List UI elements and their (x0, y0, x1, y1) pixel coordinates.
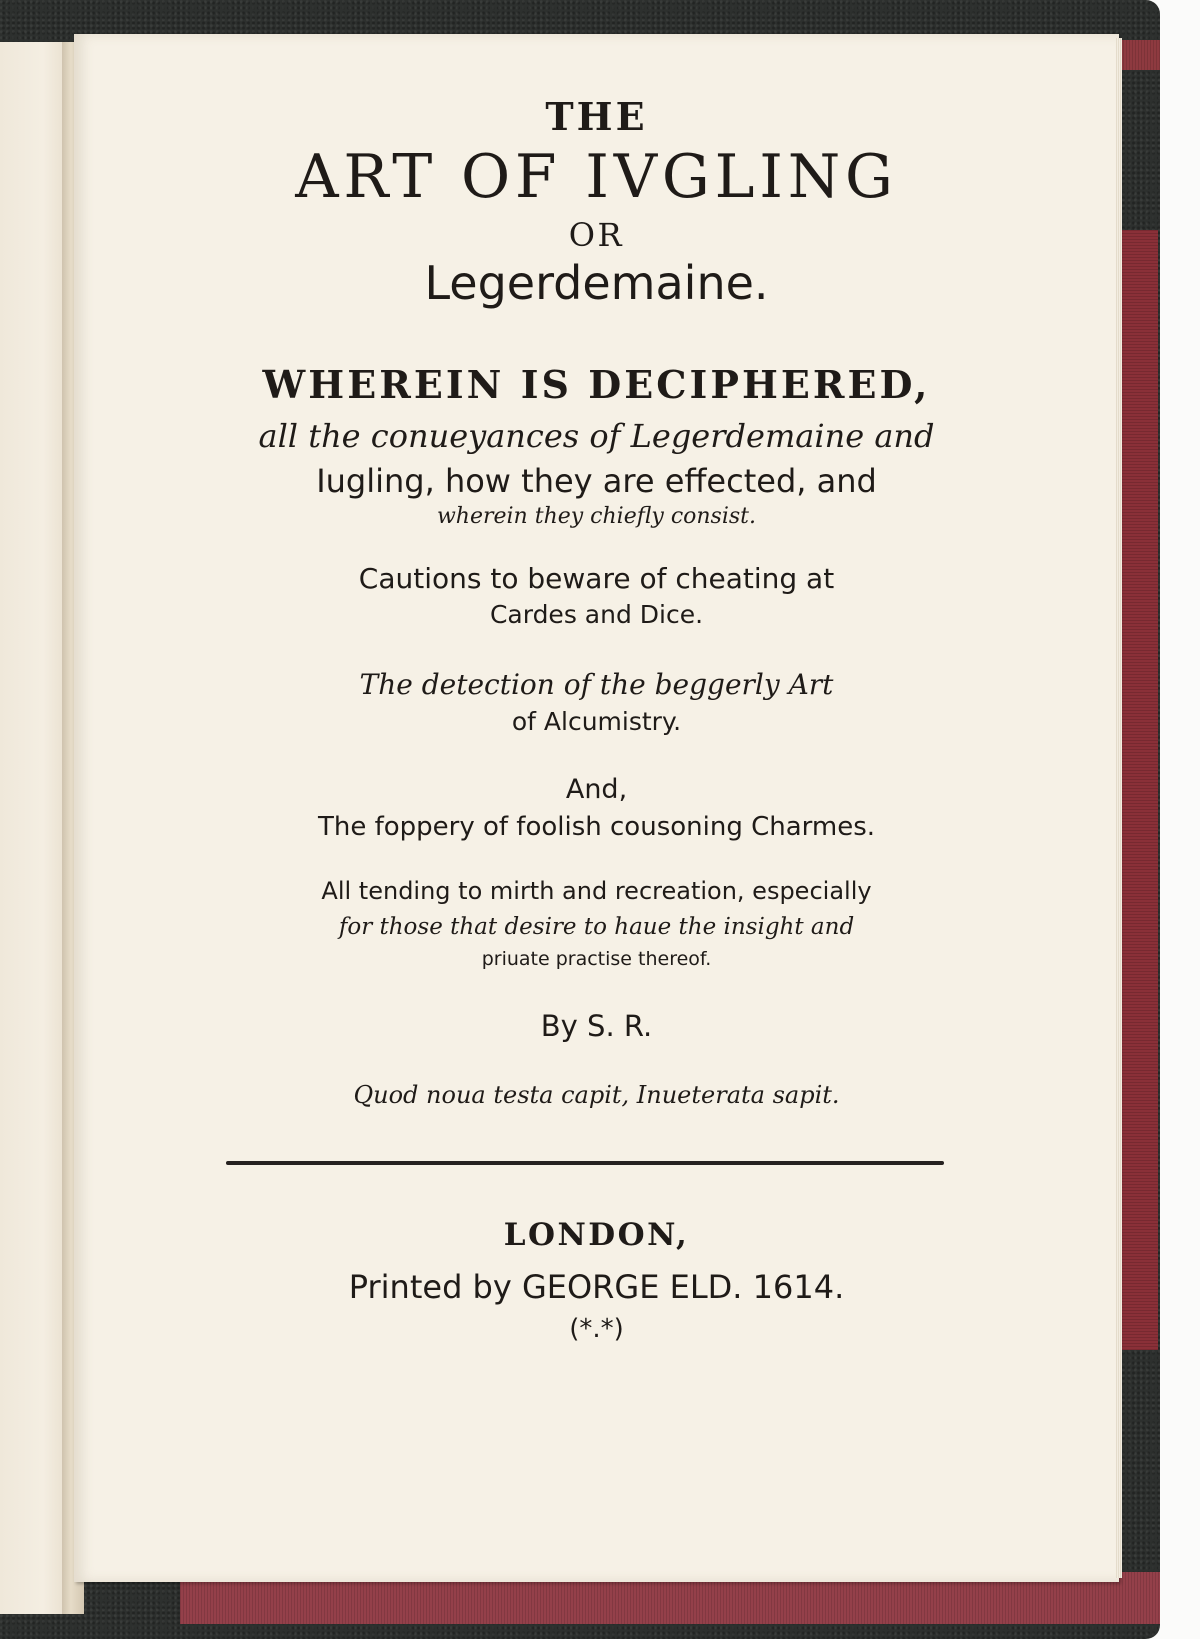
printer-line: Printed by GEORGE ELD. 1614. (348, 1268, 845, 1306)
tending-line-1: All tending to mirth and recreation, especially (321, 877, 872, 905)
detection-line-1: The detection of the beggerly Art (359, 668, 834, 701)
tending-line-3: priuate practise thereof. (481, 948, 712, 970)
cautions-line-2: Cardes and Dice. (489, 600, 704, 629)
place-london: LONDON, (503, 1217, 690, 1253)
title-or: OR (568, 216, 625, 254)
printers-ornament: (*.*) (569, 1314, 624, 1344)
detection-line-2: of Alcumistry. (511, 707, 682, 736)
latin-motto: Quod noua testa capit, Inueterata sapit. (353, 1081, 840, 1109)
cautions-line-1: Cautions to beware of cheating at (358, 562, 835, 595)
title-page-text (74, 34, 1119, 1582)
horizontal-rule (226, 1161, 944, 1165)
main-title: ART OF IVGLING (295, 142, 898, 212)
wherein-heading: WHEREIN IS DECIPHERED, (262, 362, 931, 407)
foppery-line: The foppery of foolish cousoning Charmes. (317, 812, 876, 842)
tending-line-2: for those that desire to haue the insight and (338, 914, 855, 940)
description-line-2: Iugling, how they are effected, and (316, 462, 877, 500)
description-line-3: wherein they chiefly consist. (436, 504, 757, 529)
author-line: By S. R. (540, 1009, 653, 1043)
title-the: THE (545, 94, 648, 139)
and-line: And, (565, 774, 628, 805)
description-line-1: all the conueyances of Legerdemaine and (258, 417, 935, 455)
subtitle-legerdemaine: Legerdemaine. (424, 256, 769, 310)
